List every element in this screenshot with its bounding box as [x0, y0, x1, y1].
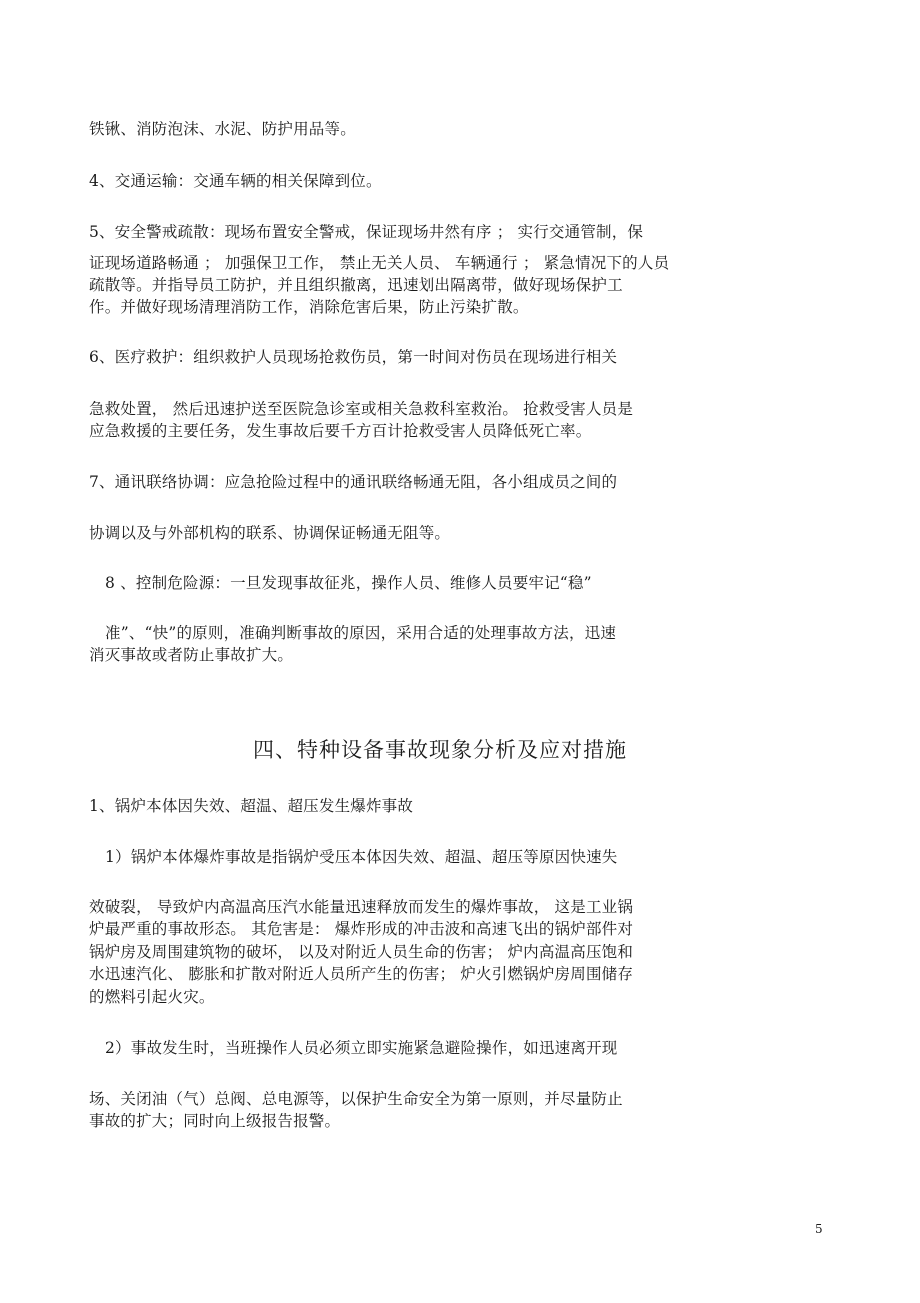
text-line: 4、交通运输：交通车辆的相关保障到位。: [89, 172, 382, 190]
text-line: 炉最严重的事故形态。 其危害是： 爆炸形成的冲击波和高速飞出的锅炉部件对: [89, 920, 634, 938]
text-line: 7、通讯联络协调：应急抢险过程中的通讯联络畅通无阻，各小组成员之间的: [89, 473, 618, 491]
section-heading: 四、特种设备事故现象分析及应对措施: [253, 738, 627, 762]
text-line: 2）事故发生时，当班操作人员必须立即实施紧急避险操作，如迅速离开现: [105, 1039, 618, 1057]
text-line: 事故的扩大；同时向上级报告报警。: [89, 1112, 341, 1130]
text-line: 锅炉房及周围建筑物的破坏， 以及对附近人员生命的伤害； 炉内高温高压饱和: [89, 943, 634, 961]
text-line: 效破裂， 导致炉内高温高压汽水能量迅速释放而发生的爆炸事故， 这是工业锅: [89, 898, 634, 916]
text-line: 消灭事故或者防止事故扩大。: [89, 646, 294, 664]
text-line: 6、医疗救护：组织救护人员现场抢救伤员，第一时间对伤员在现场进行相关: [89, 348, 618, 366]
text-line: 铁锹、消防泡沫、水泥、防护用品等。: [89, 120, 356, 138]
text-line: 1、锅炉本体因失效、超温、超压发生爆炸事故: [89, 797, 414, 815]
text-line: 场、关闭油（气）总阀、总电源等，以保护生命安全为第一原则，并尽量防止: [89, 1090, 623, 1108]
text-line: 应急救援的主要任务，发生事故后要千方百计抢救受害人员降低死亡率。: [89, 422, 592, 440]
text-line: 准”、“快”的原则，准确判断事故的原因，采用合适的处理事故方法，迅速: [105, 624, 617, 642]
text-line: 作。并做好现场清理消防工作，消除危害后果，防止污染扩散。: [89, 298, 529, 316]
text-line: 8 、控制危险源：一旦发现事故征兆，操作人员、维修人员要牢记“稳”: [105, 574, 592, 592]
text-line: 5、安全警戒疏散：现场布置安全警戒，保证现场井然有序 ； 实行交通管制，保: [89, 223, 644, 241]
text-line: 1）锅炉本体爆炸事故是指锅炉受压本体因失效、超温、超压等原因快速失: [105, 848, 618, 866]
text-line: 的燃料引起火灾。: [89, 988, 215, 1006]
text-line: 协调以及与外部机构的联系、协调保证畅通无阻等。: [89, 524, 451, 542]
text-line: 水迅速汽化、 膨胀和扩散对附近人员所产生的伤害； 炉火引燃锅炉房周围储存: [89, 965, 634, 983]
text-line: 急救处置， 然后迅速护送至医院急诊室或相关急救科室救治。 抢救受害人员是: [89, 400, 634, 418]
page-number: 5: [815, 1222, 823, 1236]
text-line: 疏散等。并指导员工防护，并且组织撤离，迅速划出隔离带，做好现场保护工: [89, 276, 623, 294]
text-line: 证现场道路畅通 ； 加强保卫工作， 禁止无关人员、 车辆通行 ； 紧急情况下的人员: [89, 254, 670, 272]
